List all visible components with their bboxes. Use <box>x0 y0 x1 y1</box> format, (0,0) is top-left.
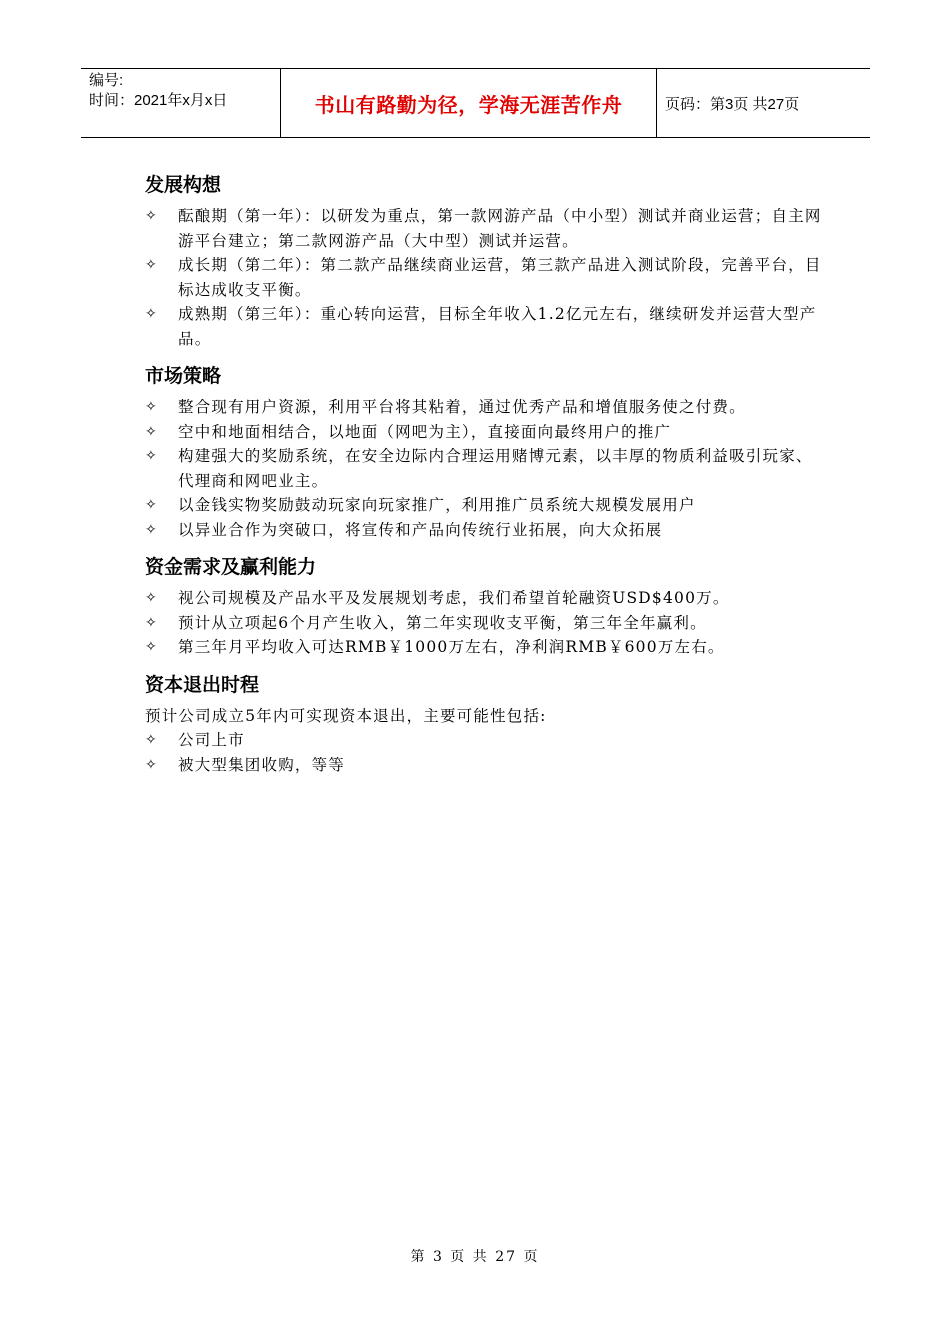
diamond-bullet-icon: ✧ <box>145 208 158 224</box>
diamond-bullet-icon: ✧ <box>145 448 158 464</box>
diamond-bullet-icon: ✧ <box>145 306 158 322</box>
diamond-bullet-icon: ✧ <box>145 756 158 773</box>
list-item: ✧ 预计从立项起6个月产生收入，第二年实现收支平衡，第三年全年赢利。 <box>145 611 825 636</box>
bullet-list <box>145 395 825 542</box>
document-body <box>145 170 825 787</box>
page-footer: 第 3 页 共 27 页 <box>410 1249 540 1265</box>
list-item: ✧ 以异业合作为突破口，将宣传和产品向传统行业拓展，向大众拓展 <box>145 518 825 543</box>
diamond-bullet-icon: ✧ <box>145 497 158 513</box>
diamond-bullet-icon: ✧ <box>145 423 158 440</box>
header-page-info: 页码：第3页 共27页 <box>665 95 800 113</box>
list-item: ✧ 酝酿期（第一年）：以研发为重点，第一款网游产品（中小型）测试并商业运营；自主网游平台建立；第二款网游产品（大中型）测试并运营。 <box>145 204 825 253</box>
section-title: 资金需求及赢利能力 <box>145 556 317 578</box>
list-item: ✧ 空中和地面相结合，以地面（网吧为主），直接面向最终用户的推广 <box>145 420 825 445</box>
header-meta <box>81 69 281 137</box>
section-exit <box>145 670 825 778</box>
diamond-bullet-icon: ✧ <box>145 590 158 606</box>
list-item: ✧ 以金钱实物奖励鼓动玩家向玩家推广，利用推广员系统大规模发展用户 <box>145 493 825 518</box>
list-item: ✧ 视公司规模及产品水平及发展规划考虑，我们希望首轮融资USD$400万。 <box>145 586 825 611</box>
page-header <box>81 68 870 138</box>
list-item: ✧ 第三年月平均收入可达RMB￥1000万左右，净利润RMB￥600万左右。 <box>145 635 825 660</box>
diamond-bullet-icon: ✧ <box>145 639 158 655</box>
doc-date: 时间：2021年x月x日 <box>89 92 228 109</box>
list-item: ✧ 被大型集团收购，等等 <box>145 753 825 778</box>
diamond-bullet-icon: ✧ <box>145 257 158 273</box>
diamond-bullet-icon: ✧ <box>145 614 158 631</box>
diamond-bullet-icon: ✧ <box>145 399 158 415</box>
section-title: 市场策略 <box>145 365 222 387</box>
section-market-strategy <box>145 361 825 542</box>
section-funding <box>145 552 825 660</box>
diamond-bullet-icon: ✧ <box>145 521 158 538</box>
section-development <box>145 170 825 351</box>
section-title: 发展构想 <box>145 174 222 196</box>
section-title: 资本退出时程 <box>145 673 260 696</box>
list-item: ✧ 构建强大的奖励系统，在安全边际内合理运用赌博元素，以丰厚的物质利益吸引玩家、代理商和网吧业主。 <box>145 444 825 493</box>
list-item: ✧ 成长期（第二年）：第二款产品继续商业运营，第三款产品进入测试阶段，完善平台，目标达成收支平衡。 <box>145 253 825 302</box>
list-item: ✧ 公司上市 <box>145 728 825 753</box>
section-intro: 预计公司成立5年内可实现资本退出，主要可能性包括: <box>145 706 547 725</box>
diamond-bullet-icon: ✧ <box>145 732 158 748</box>
list-item: ✧ 整合现有用户资源，利用平台将其粘着，通过优秀产品和增值服务使之付费。 <box>145 395 825 420</box>
list-item: ✧ 成熟期（第三年）：重心转向运营，目标全年收入1.2亿元左右，继续研发并运营大型产品。 <box>145 302 825 351</box>
doc-number-label: 编号: <box>89 72 124 89</box>
bullet-list <box>145 586 825 660</box>
bullet-list <box>145 728 825 777</box>
bullet-list <box>145 204 825 351</box>
header-motto: 书山有路勤为径，学海无涯苦作舟 <box>281 69 657 137</box>
